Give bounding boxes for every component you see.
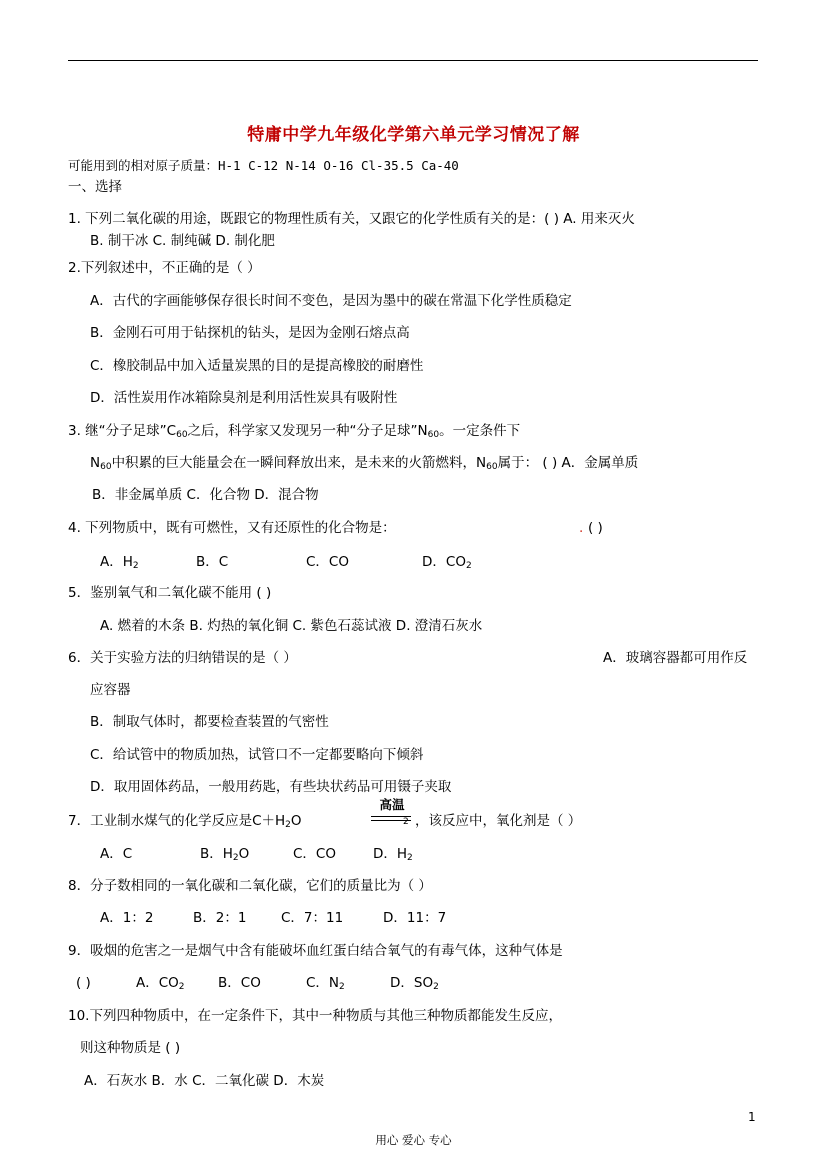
q4-option-a: A．$H_2$ xyxy=(100,554,139,571)
q7-stem: 7．工业制水煤气的化学反应是$C+H_2O$ xyxy=(68,813,302,830)
q7-option-b: B．$H_2O$ xyxy=(200,846,250,863)
q10-options: A．石灰水 B．水 C．二氧化碳 D．木炭 xyxy=(84,1073,325,1089)
q9-paren: ( ) xyxy=(76,975,91,991)
q8-stem: 8．分子数相同的一氧化碳和二氧化碳，它们的质量比为（ ） xyxy=(68,878,432,894)
q4-stem: 4. 下列物质中，既有可燃性，又有还原性的化合物是： xyxy=(68,520,396,536)
q9-option-a: A．$CO_2$ xyxy=(136,975,185,992)
q8-option-a: A．1：2 xyxy=(100,910,154,926)
q9-option-d: D．$SO_2$ xyxy=(390,975,439,992)
q9-option-b: B．CO xyxy=(218,975,261,991)
q6-option-c: C．给试管中的物质加热，试管口不一定都要略向下倾斜 xyxy=(90,747,424,763)
q2-option-d: D．活性炭用作冰箱除臭剂是利用活性炭具有吸附性 xyxy=(90,390,398,406)
q6-option-d: D．取用固体药品，一般用药匙，有些块状药品可用镊子夹取 xyxy=(90,779,452,795)
q1-options: B. 制干冰 C. 制纯碱 D. 制化肥 xyxy=(90,233,275,249)
q7-reaction-condition xyxy=(369,797,415,830)
q8-option-b: B．2：1 xyxy=(193,910,247,926)
q10-stem-line2: 则这种物质是 ( ) xyxy=(80,1040,181,1056)
page-title: 特庸中学九年级化学第六单元学习情况了解 xyxy=(247,125,580,145)
q2-option-a: A．古代的字画能够保存很长时间不变色，是因为墨中的碳在常温下化学性质稳定 xyxy=(90,293,572,309)
q6-option-a: A．玻璃容器都可用作反 xyxy=(603,650,748,666)
q10-stem: 10.下列四种物质中，在一定条件下，其中一种物质与其他三种物质都能发生反应， xyxy=(68,1008,562,1024)
q7-stem-end: ，该反应中，氧化剂是（ ） xyxy=(415,813,582,829)
q4-option-d: D．$CO_2$ xyxy=(422,554,472,571)
q2-stem: 2.下列叙述中，不正确的是（ ） xyxy=(68,260,261,276)
q6-stem: 6．关于实验方法的归纳错误的是（ ） xyxy=(68,650,297,666)
page-footer: 用心 爱心 专心 xyxy=(375,1133,452,1147)
q1-stem: 1. 下列二氧化碳的用途，既跟它的物理性质有关，又跟它的化学性质有关的是：( ) A. 用来灭火 xyxy=(68,211,635,227)
q3-stem: 3. 继“分子足球$”C_{60}$之后，科学家又发现另一种“分子足球$”N_{60}$。一定条件下 xyxy=(68,423,521,440)
header-rule xyxy=(68,60,758,61)
q6-option-b: B．制取气体时，都要检查装置的气密性 xyxy=(90,714,329,730)
q5-options: A. 燃着的木条 B. 灼热的氧化铜 C. 紫色石蕊试液 D. 澄清石灰水 xyxy=(100,618,483,634)
q4-option-c: C．CO xyxy=(306,554,349,570)
q8-option-d: D．11：7 xyxy=(383,910,447,926)
q2-option-b: B．金刚石可用于钻探机的钻头，是因为金刚石熔点高 xyxy=(90,325,410,341)
equals-sign-icon: 高温 2 xyxy=(369,812,415,830)
q4-option-b: B．C xyxy=(196,554,229,570)
q3-stem-line2: $N_{60}$中积累的巨大能量会在一瞬间释放出来，是未来的火箭燃料，$N_{60}$属于： ( ) A．金属单质 xyxy=(90,455,639,472)
q5-stem: 5．鉴别氧气和二氧化碳不能用 ( ) xyxy=(68,585,272,601)
atomic-masses: 可能用到的相对原子质量：H-1 C-12 N-14 O-16 Cl-35.5 Ca-40 xyxy=(68,158,459,173)
section-heading: 一、选择 xyxy=(68,179,122,195)
page-number: 1 xyxy=(748,1110,756,1124)
q4-paren: ( ) xyxy=(588,520,603,536)
q3-options: B．非金属单质 C．化合物 D．混合物 xyxy=(92,487,319,503)
q9-option-c: C．$N_2$ xyxy=(306,975,345,992)
q7-option-a: A．C xyxy=(100,846,133,862)
q9-stem: 9．吸烟的危害之一是烟气中含有能破坏血红蛋白结合氧气的有毒气体，这种气体是 xyxy=(68,943,563,959)
q8-option-c: C．7：11 xyxy=(281,910,344,926)
q2-option-c: C．橡胶制品中加入适量炭黑的目的是提高橡胶的耐磨性 xyxy=(90,358,424,374)
q6-option-a-cont: 应容器 xyxy=(90,682,131,698)
q7-option-d: D．$H_2$ xyxy=(373,846,413,863)
q7-option-c: C．CO xyxy=(293,846,336,862)
q4-mark: . xyxy=(579,520,584,536)
